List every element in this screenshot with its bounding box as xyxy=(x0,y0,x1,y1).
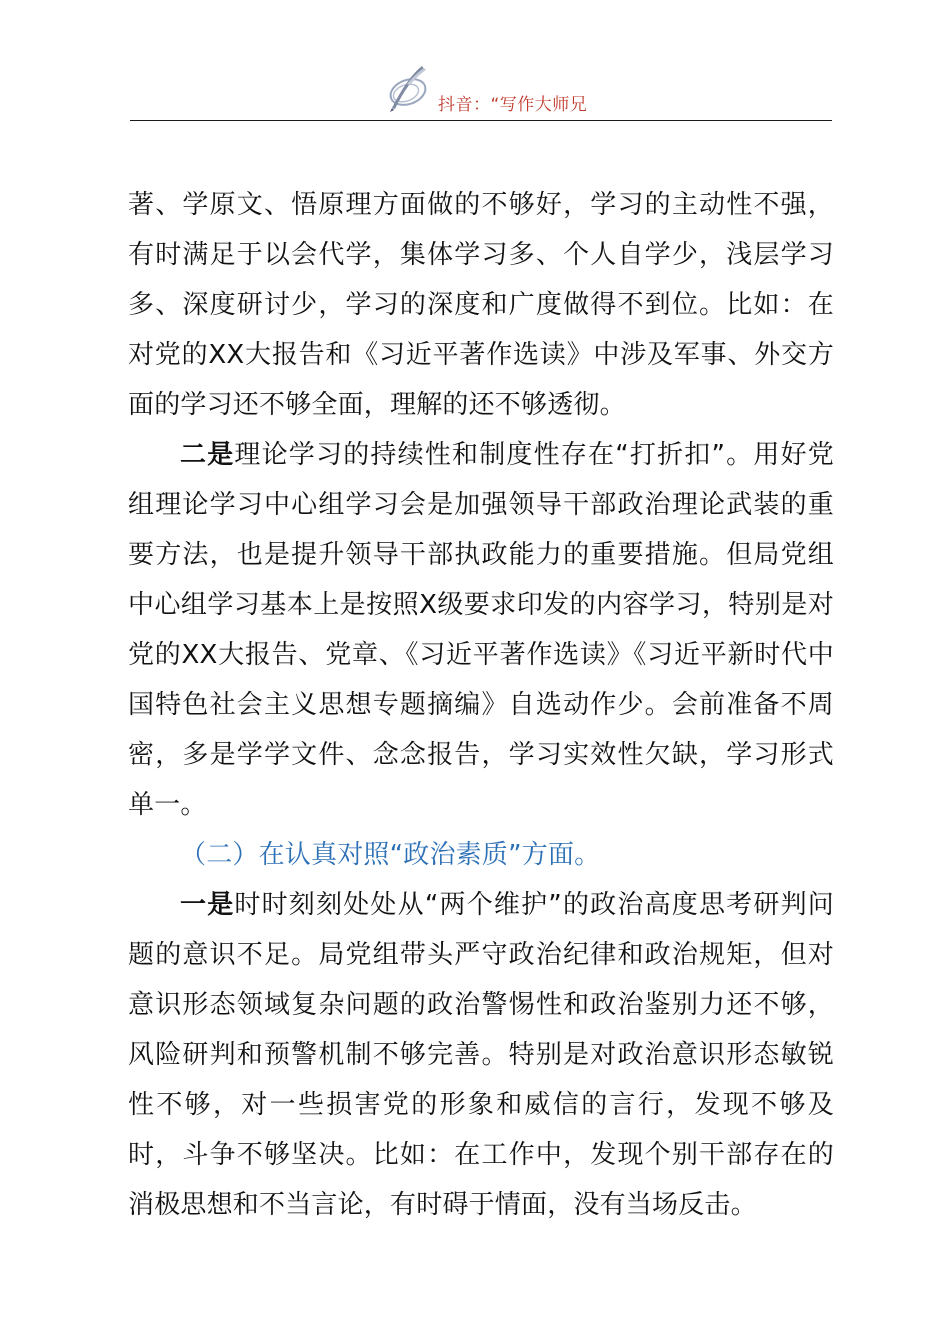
section-heading: （二）在认真对照“政治素质”方面。 xyxy=(180,840,601,870)
header-brand-text: 抖音：“写作大师兄 xyxy=(438,95,588,115)
paragraph-text: 时时刻刻处处从“两个维护”的政治高度思考研判问题的意识不足。局党组带头严守政治纪律和政治规矩，但对意识形态领域复杂问题的政治警惕性和政治鉴别力还不够，风险研判和预警机制不够完善。特别是对政治意识形态敏锐性不够，对一些损害党的形象和威信的言行，发现不够及时，斗争不够坚决。比如：在工作中，发现个别干部存在的消极思想和不当言论，有时碍于情面，没有当场反击。 xyxy=(128,890,834,1220)
paragraph-lead: 二是 xyxy=(180,440,235,470)
paragraph-continuation xyxy=(128,180,834,430)
paragraph-point-two xyxy=(128,430,834,830)
paragraph-text: 著、学原文、悟原理方面做的不够好，学习的主动性不强，有时满足于以会代学，集体学习多、个人自学少，浅层学习多、深度研讨少，学习的深度和广度做得不到位。比如：在对党的XX大报告和《习近平著作选读》中涉及军事、外交方面的学习还不够全面，理解的还不够透彻。 xyxy=(128,190,834,420)
paragraph-point-one xyxy=(128,880,834,1230)
paragraph-text: 理论学习的持续性和制度性存在“打折扣”。用好党组理论学习中心组学习会是加强领导干部政治理论武装的重要方法，也是提升领导干部执政能力的重要措施。但局党组中心组学习基本上是按照X级要求印发的内容学习，特别是对党的XX大报告、党章、《习近平著作选读》《习近平新时代中国特色社会主义思想专题摘编》自选动作少。会前准备不周密，多是学学文件、念念报告，学习实效性欠缺，学习形式单一。 xyxy=(128,440,834,820)
document-body xyxy=(128,180,834,1230)
quill-pen-logo-icon xyxy=(378,62,434,114)
page-header xyxy=(130,58,832,121)
paragraph-lead: 一是 xyxy=(180,890,235,920)
